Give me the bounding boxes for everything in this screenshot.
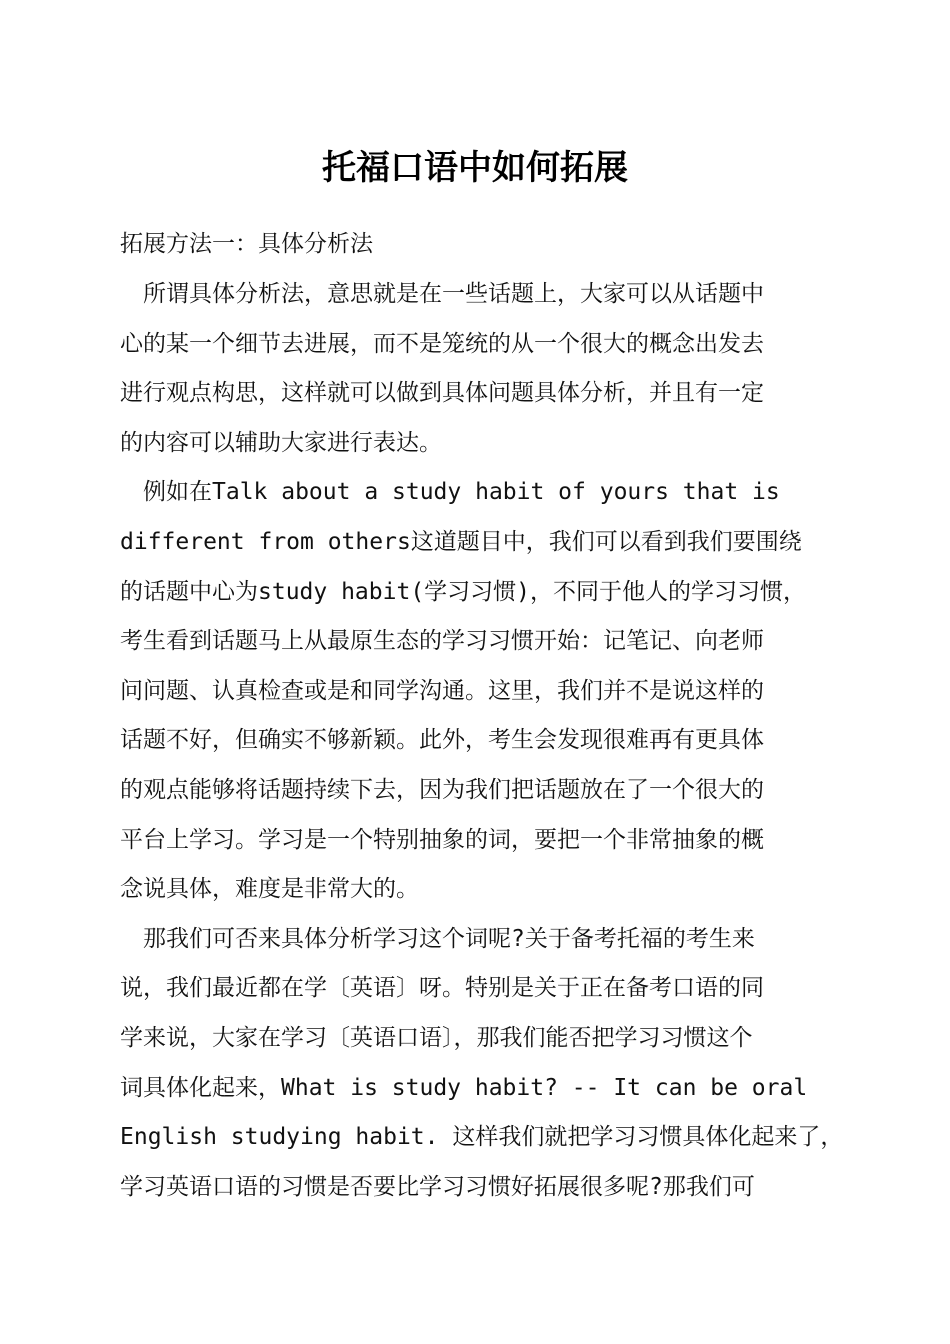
body-line: 所谓具体分析法，意思就是在一些话题上，大家可以从话题中 [120,281,764,307]
body-line: 那我们可否来具体分析学习这个词呢?关于备考托福的考生来 [120,925,755,952]
body-line: 的内容可以辅助大家进行表达。 [120,429,442,456]
body-line: English studying habit. 这样我们就把学习习惯具体化起来了， [120,1124,844,1151]
document-body [120,220,844,1212]
body-line: 心的某一个细节去进展，而不是笼统的从一个很大的概念出发去 [120,330,764,357]
body-line: 进行观点构思，这样就可以做到具体问题具体分析，并且有一定 [120,380,764,407]
body-line: 平台上学习。学习是一个特别抽象的词，要把一个非常抽象的概 [120,826,764,853]
body-line: 问问题、认真检查或是和同学沟通。这里，我们并不是说这样的 [120,677,764,704]
body-line: 考生看到话题马上从最原生态的学习习惯开始：记笔记、向老师 [120,628,764,655]
body-line: 学来说，大家在学习〔英语口语〕，那我们能否把学习习惯这个 [120,1024,753,1051]
body-line: 的观点能够将话题持续下去，因为我们把话题放在了一个很大的 [120,776,764,803]
body-line: 话题不好，但确实不够新颖。此外，考生会发现很难再有更具体 [120,727,764,754]
body-line: 学习英语口语的习惯是否要比学习习惯好拓展很多呢?那我们可 [120,1173,755,1200]
body-line: 的话题中心为study habit(学习习惯)，不同于他人的学习习惯， [120,578,807,605]
section-heading: 拓展方法一：具体分析法 [120,231,373,257]
body-line: 词具体化起来，What is study habit? -- It can be oral [120,1074,808,1101]
document-title: 托福口语中如何拓展 [322,148,628,188]
body-line: 说，我们最近都在学〔英语〕呀。特别是关于正在备考口语的同 [120,975,764,1002]
body-line: 念说具体，难度是非常大的。 [120,876,419,903]
body-line: 例如在Talk about a study habit of yours that is [120,479,780,506]
body-line: different from others这道题目中，我们可以看到我们要围绕 [120,528,802,555]
